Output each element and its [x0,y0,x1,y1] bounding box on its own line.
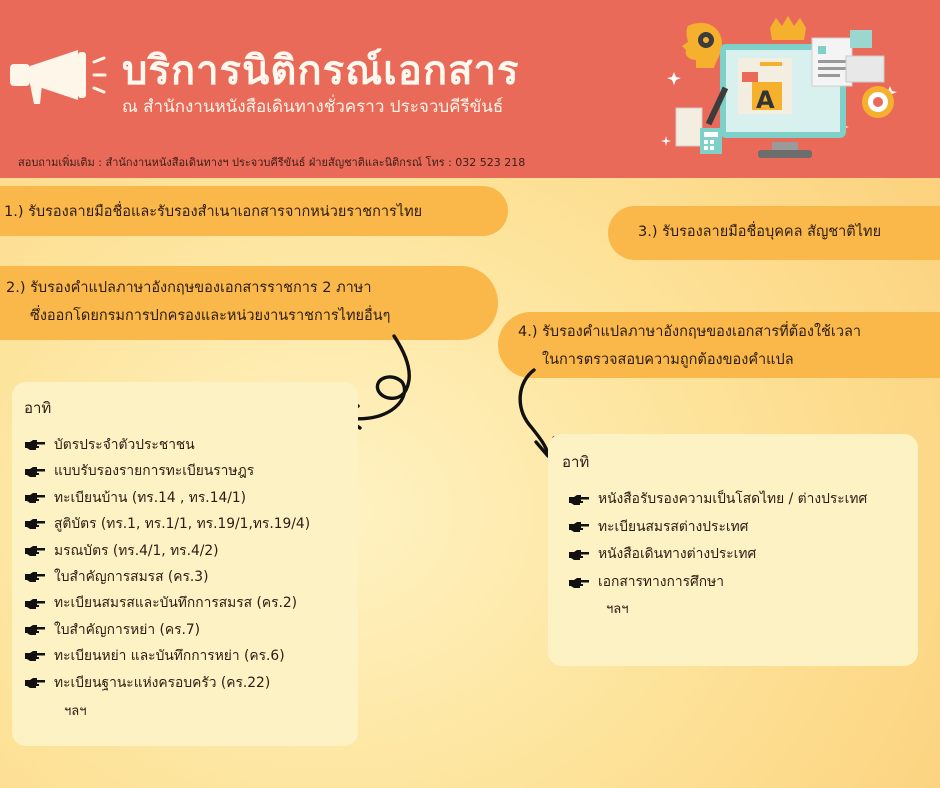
service-4-line1: 4.) รับรองคำแปลภาษาอังกฤษของเอกสารที่ต้องใช้เวลา [518,324,861,340]
etc-text: ฯลฯ [64,703,87,719]
list-item: เอกสารทางการศึกษา [568,569,918,597]
pointing-hand-icon [24,492,46,504]
svg-text:A: A [756,86,775,114]
pointing-hand-icon [568,494,590,506]
pointing-hand-icon [24,439,46,451]
pointing-hand-icon [568,577,590,589]
pointing-hand-icon [24,571,46,583]
pointing-hand-icon [24,598,46,610]
etc-text: ฯลฯ [606,602,629,618]
list-item: ทะเบียนฐานะแห่งครอบครัว (คร.22) [24,670,358,696]
service-3-text: 3.) รับรองลายมือชื่อบุคคล สัญชาติไทย [638,224,882,240]
header-banner [0,0,940,178]
pointing-hand-icon [568,521,590,533]
service-2-line2: ซึ่งออกโดยกรมการปกครองและหน่วยงานราชการไทยอื่นๆ [30,308,391,324]
service-2 [0,266,498,340]
list-item: หนังสือรับรองความเป็นโสดไทย / ต่างประเทศ [568,486,918,514]
list-item: หนังสือเดินทางต่างประเทศ [568,541,918,569]
list-item: ทะเบียนบ้าน (ทร.14 , ทร.14/1) [24,485,358,511]
examples-list [562,486,918,596]
pointing-hand-icon [24,545,46,557]
list-item: บัตรประจำตัวประชาชน [24,432,358,458]
list-item: แบบรับรองรายการทะเบียนราษฎร [24,458,358,484]
pointing-hand-icon [24,624,46,636]
pointing-hand-icon [24,518,46,530]
examples-card-left [12,382,358,746]
pointing-hand-icon [568,549,590,561]
service-4 [498,312,940,378]
pointing-hand-icon [24,677,46,689]
service-4-line2: ในการตรวจสอบความถูกต้องของคำแปล [542,352,794,368]
list-item: ทะเบียนสมรสและบันทึกการสมรส (คร.2) [24,590,358,616]
list-item: ใบสำคัญการหย่า (คร.7) [24,617,358,643]
card-heading: อาทิ [24,399,52,417]
service-1-text: 1.) รับรองลายมือชื่อและรับรองสำเนาเอกสารจากหน่วยราชการไทย [4,204,423,220]
examples-list [24,432,358,696]
examples-card-right [548,434,918,666]
service-2-line1: 2.) รับรองคำแปลภาษาอังกฤษของเอกสารราชการ 2 ภาษา [6,280,372,296]
list-item: ทะเบียนสมรสต่างประเทศ [568,514,918,542]
list-item: ทะเบียนหย่า และบันทึกการหย่า (คร.6) [24,643,358,669]
service-3 [608,206,940,260]
pointing-hand-icon [24,466,46,478]
contact-info: สอบถามเพิ่มเติม : สำนักงานหนังสือเดินทางฯ ประจวบคีรีขันธ์ ฝ่ายสัญชาติและนิติกรณ์ โทร : 032 523 218 [18,156,526,169]
list-item: สูติบัตร (ทร.1, ทร.1/1, ทร.19/1,ทร.19/4) [24,511,358,537]
list-item: มรณบัตร (ทร.4/1, ทร.4/2) [24,538,358,564]
card-heading: อาทิ [562,453,590,471]
computer-illustration [660,16,910,166]
pointing-hand-icon [24,650,46,662]
page-subtitle: ณ สำนักงานหนังสือเดินทางชั่วคราว ประจวบคีรีขันธ์ [122,97,504,117]
megaphone-icon [8,46,108,108]
page-title: บริการนิติกรณ์เอกสาร [122,48,520,94]
list-item: ใบสำคัญการสมรส (คร.3) [24,564,358,590]
service-1 [0,186,508,236]
